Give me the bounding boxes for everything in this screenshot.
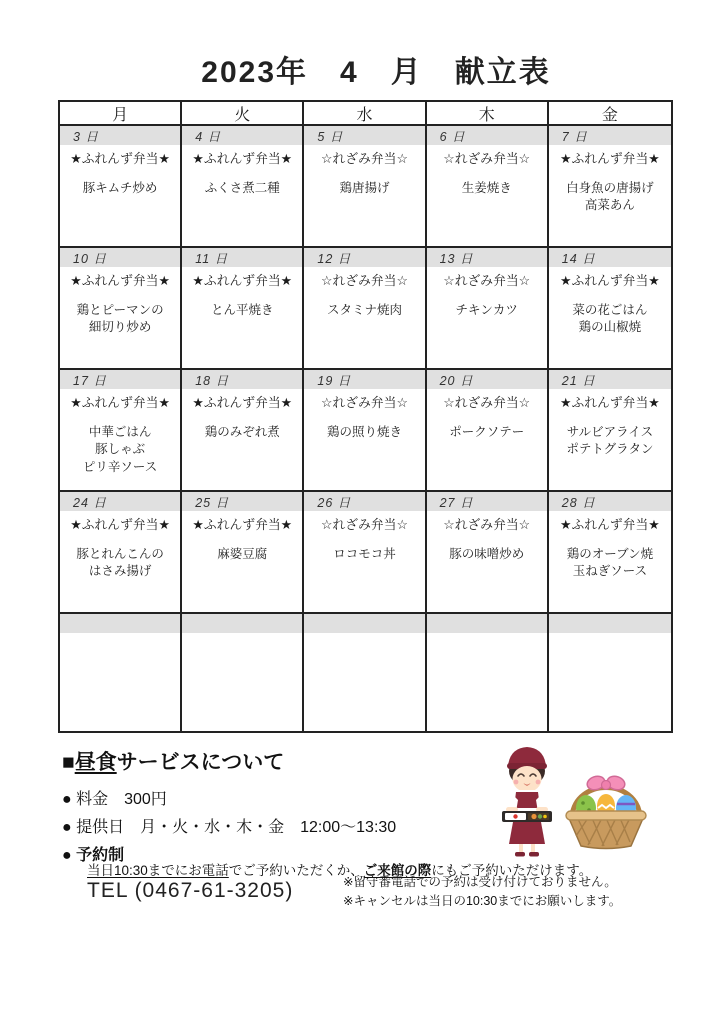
bento-type: ☆れざみ弁当☆	[321, 151, 408, 166]
menu-lines: 鶏唐揚げ	[339, 181, 390, 195]
date-label: 14 日	[549, 248, 671, 267]
bento-type: ☆れざみ弁当☆	[321, 517, 408, 532]
weekday-header-fri: 金	[601, 107, 618, 124]
bento-type: ★ふれんず弁当★	[560, 273, 660, 288]
reservation-detail: 当日10:30までにお電話でご予約いただくか、ご来館の際にもご予約いただけます。	[87, 863, 593, 878]
weekday-header-tue: 火	[182, 102, 304, 125]
empty-day-cell	[549, 614, 671, 731]
date-label: 25 日	[182, 492, 302, 511]
bento-type: ☆れざみ弁当☆	[443, 517, 531, 532]
calendar-week-row	[60, 368, 671, 490]
weekday-header-wed: 水	[304, 102, 426, 125]
calendar-week-row	[60, 246, 671, 368]
day-cell	[60, 248, 182, 368]
menu-lines: ふくさ煮二種	[204, 181, 280, 195]
weekday-header-mon: 月	[60, 102, 182, 125]
date-label: 28 日	[549, 492, 671, 511]
day-cell	[60, 370, 182, 490]
day-cell	[427, 126, 549, 246]
date-label: 20 日	[427, 370, 547, 389]
day-cell	[60, 492, 182, 612]
calendar-week-row	[60, 124, 671, 246]
menu-calendar-table	[58, 100, 673, 733]
bento-type: ★ふれんず弁当★	[70, 151, 170, 166]
menu-lines: 生姜焼き	[461, 181, 512, 195]
day-cell	[304, 248, 426, 368]
menu-lines: スタミナ焼肉	[326, 303, 402, 317]
day-cell	[304, 492, 426, 612]
date-label: 19 日	[304, 370, 424, 389]
date-label: 21 日	[549, 370, 671, 389]
day-cell	[549, 248, 671, 368]
easter-egg-basket-illustration	[558, 766, 654, 852]
bento-type: ★ふれんず弁当★	[560, 517, 660, 532]
date-label: 12 日	[304, 248, 424, 267]
menu-lines: 鶏のみぞれ煮	[204, 425, 280, 439]
menu-lines: 菜の花ごはん 鶏の山椒焼	[572, 303, 648, 335]
date-label: 26 日	[304, 492, 424, 511]
date-label: 7 日	[549, 126, 671, 145]
date-label: 18 日	[182, 370, 302, 389]
bento-type: ☆れざみ弁当☆	[443, 273, 531, 288]
date-label: 17 日	[60, 370, 180, 389]
day-cell	[549, 126, 671, 246]
day-cell	[549, 492, 671, 612]
menu-lines: 豚とれんこんの はさみ揚げ	[76, 547, 164, 579]
date-label: 10 日	[60, 248, 180, 267]
empty-day-cell	[427, 614, 549, 731]
bento-type: ★ふれんず弁当★	[192, 517, 293, 532]
days-line: ● 提供日 月・火・水・木・金 12:00～13:30	[62, 819, 397, 836]
bento-type: ★ふれんず弁当★	[70, 395, 170, 410]
day-cell	[304, 126, 426, 246]
day-cell	[549, 370, 671, 490]
notes-block	[343, 873, 621, 911]
day-cell	[60, 126, 182, 246]
date-label: 5 日	[304, 126, 424, 145]
weekday-header-thu: 木	[427, 102, 549, 125]
day-cell	[304, 370, 426, 490]
menu-lines: 鶏とピーマンの 細切り炒め	[76, 303, 164, 335]
bento-type: ☆れざみ弁当☆	[321, 395, 408, 410]
menu-lines: 豚キムチ炒め	[82, 181, 158, 195]
date-label: 6 日	[427, 126, 547, 145]
day-cell	[182, 492, 304, 612]
empty-day-cell	[182, 614, 304, 731]
menu-lines: 鶏のオーブン焼 玉ねぎソース	[566, 547, 654, 579]
date-label: 4 日	[182, 126, 302, 145]
bento-type: ★ふれんず弁当★	[560, 151, 660, 166]
bento-type: ★ふれんず弁当★	[192, 151, 293, 166]
date-label: 3 日	[60, 126, 180, 145]
day-cell	[427, 248, 549, 368]
day-cell	[182, 248, 304, 368]
bento-type: ★ふれんず弁当★	[70, 273, 170, 288]
date-label: 24 日	[60, 492, 180, 511]
bento-type: ★ふれんず弁当★	[192, 273, 293, 288]
empty-day-cell	[304, 614, 426, 731]
calendar-empty-row	[60, 612, 671, 731]
menu-lines: 鶏の照り焼き	[326, 425, 402, 439]
bento-type: ☆れざみ弁当☆	[443, 395, 531, 410]
menu-lines: とん平焼き	[211, 303, 274, 317]
bento-type: ★ふれんず弁当★	[192, 395, 293, 410]
bento-type: ☆れざみ弁当☆	[321, 273, 408, 288]
empty-day-cell	[60, 614, 182, 731]
note-voicemail: ※留守番電話での予約は受け付けておりません。	[343, 875, 617, 889]
day-cell	[182, 126, 304, 246]
weekday-header-row	[60, 102, 671, 124]
page-title: 2023年 4 月 献立表	[201, 56, 551, 89]
menu-lines: ロコモコ丼	[333, 547, 396, 561]
day-cell	[427, 492, 549, 612]
lunch-service-heading: ■昼食サービスについて	[62, 751, 285, 774]
menu-lines: 白身魚の唐揚げ 高菜あん	[566, 181, 654, 213]
bento-type: ★ふれんず弁当★	[70, 517, 170, 532]
date-label: 27 日	[427, 492, 547, 511]
menu-lines: 中華ごはん 豚しゃぶ ピリ辛ソース	[82, 425, 158, 474]
reservation-line: ● 予約制	[62, 847, 125, 864]
bento-type: ☆れざみ弁当☆	[443, 151, 531, 166]
menu-lines: 麻婆豆腐	[217, 547, 268, 561]
menu-lines: 豚の味噌炒め	[449, 547, 525, 561]
date-label: 13 日	[427, 248, 547, 267]
bento-type: ★ふれんず弁当★	[560, 395, 660, 410]
day-cell	[427, 370, 549, 490]
calendar-week-row	[60, 490, 671, 612]
fee-line: ● 料金 300円	[62, 791, 167, 808]
menu-lines: チキンカツ	[455, 303, 518, 317]
phone-number: TEL (0467-61-3205)	[87, 879, 294, 902]
note-cancel: ※キャンセルは当日の10:30までにお願いします。	[343, 893, 622, 908]
menu-lines: サルビアライス ポテトグラタン	[566, 425, 654, 457]
menu-lines: ポークソテー	[449, 425, 525, 439]
woman-serving-bento-illustration	[486, 738, 568, 860]
day-cell	[182, 370, 304, 490]
date-label: 11 日	[182, 248, 302, 267]
